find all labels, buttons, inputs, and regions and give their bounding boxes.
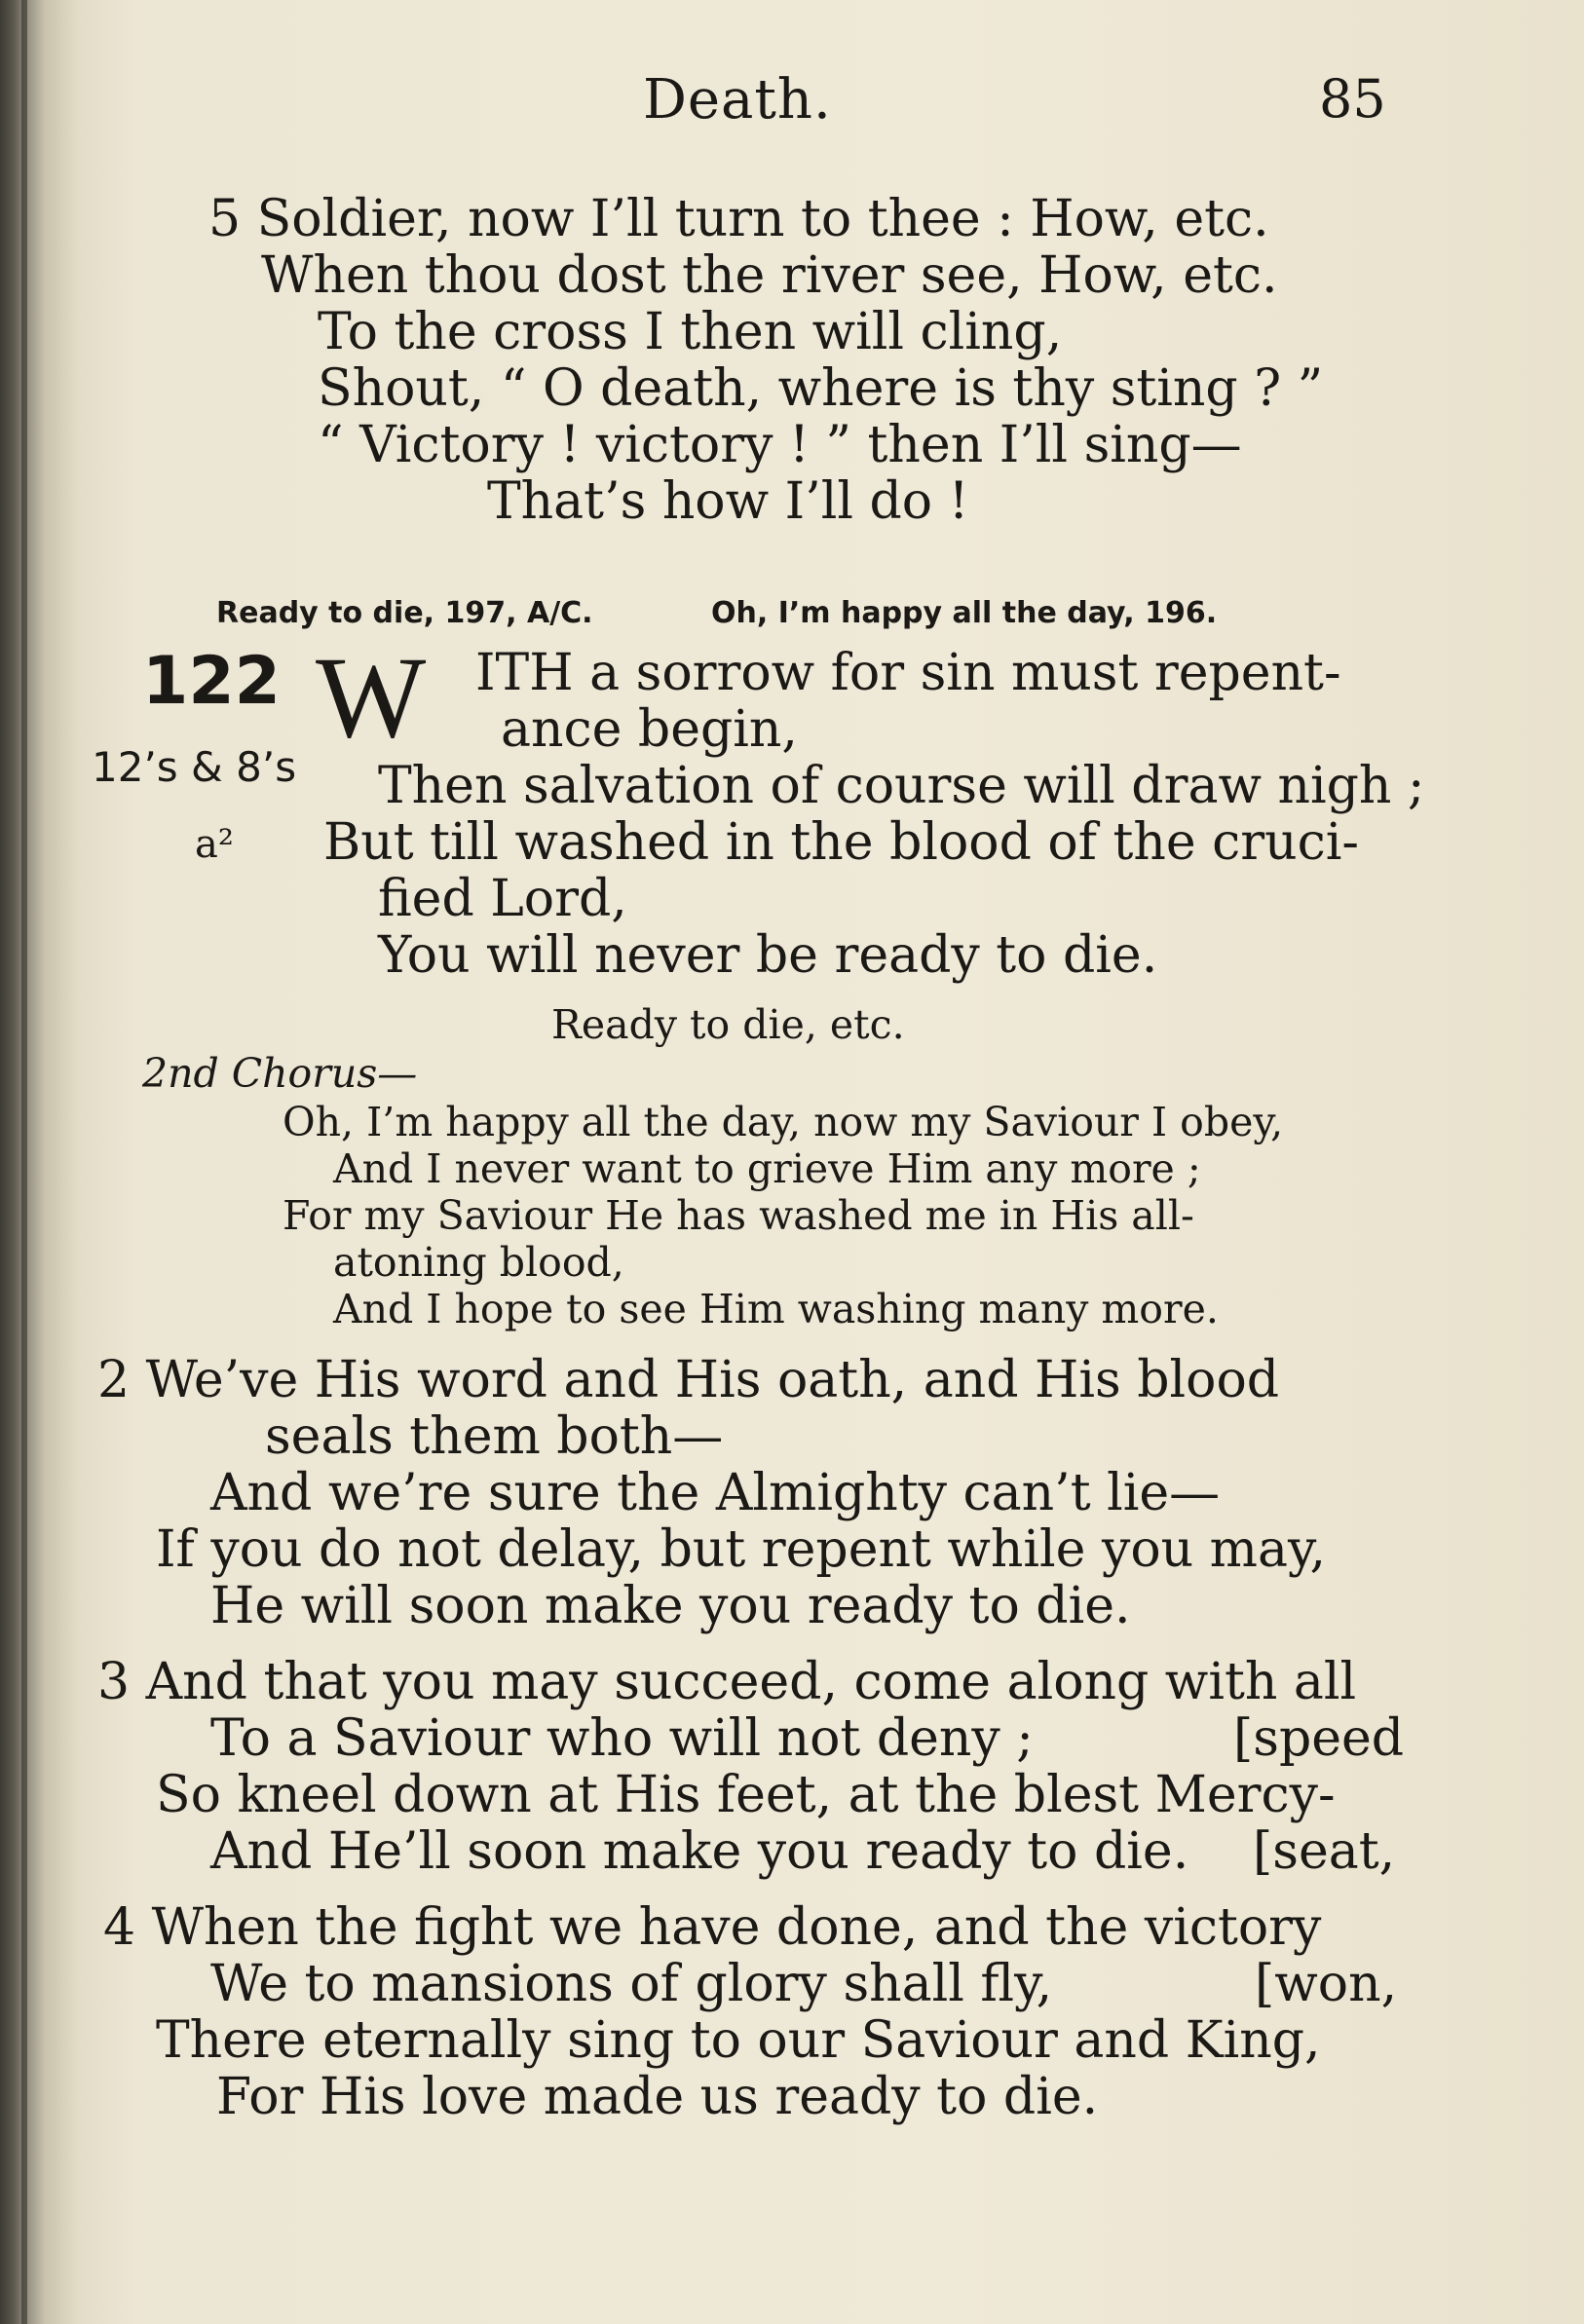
book-spine	[21, 0, 27, 2324]
hymn-meter: 12’s & 8’s	[92, 743, 297, 791]
second-chorus-label: 2nd Chorus—	[142, 1050, 418, 1097]
verse-line: fied Lord,	[378, 870, 627, 928]
verse-line: If you do not delay, but repent while you may,	[156, 1520, 1326, 1579]
verse-line: To the cross I then will cling,	[318, 303, 1063, 361]
chorus-reference: Ready to die, etc.	[551, 1001, 905, 1048]
section-title: Death.	[643, 68, 832, 131]
verse-line: You will never be ready to die.	[378, 926, 1158, 985]
chorus-line: atoning blood,	[333, 1239, 624, 1286]
hymn-key: a²	[195, 822, 234, 867]
verse-line: And He’ll soon make you ready to die.	[210, 1822, 1189, 1881]
verse-line: So kneel down at His feet, at the blest Mercy-	[156, 1766, 1336, 1824]
verse-line-overflow: [seat,	[1253, 1822, 1396, 1881]
verse-line: ITH a sorrow for sin must repent-	[475, 644, 1341, 702]
chorus-line: For my Saviour He has washed me in His all-	[283, 1192, 1194, 1239]
verse-line: We to mansions of glory shall fly,	[210, 1955, 1053, 2013]
chorus-line: And I hope to see Him washing many more.	[333, 1286, 1219, 1332]
tune-reference-right: Oh, I’m happy all the day, 196.	[711, 596, 1218, 630]
page-header	[0, 68, 1584, 136]
chorus-line: And I never want to grieve Him any more ;	[333, 1145, 1201, 1192]
verse-line: To a Saviour who will not deny ;	[210, 1709, 1034, 1768]
chorus-line: Oh, I’m happy all the day, now my Saviour I obey,	[283, 1099, 1284, 1145]
verse-line: 4 When the fight we have done, and the victory	[103, 1898, 1322, 1957]
verse-line: “ Victory ! victory ! ” then I’ll sing—	[318, 416, 1242, 474]
verse-line: 5 Soldier, now I’ll turn to thee : How, etc.	[208, 190, 1269, 248]
verse-line-overflow: [won,	[1255, 1955, 1398, 2013]
verse-line: But till washed in the blood of the cruci-	[323, 813, 1359, 872]
verse-line: 2 We’ve His word and His oath, and His blood	[97, 1351, 1280, 1409]
drop-cap: W	[316, 632, 427, 762]
verse-line: Shout, “ O death, where is thy sting ? ”	[318, 359, 1324, 418]
verse-line: 3 And that you may succeed, come along with all	[97, 1653, 1357, 1711]
verse-line: And we’re sure the Almighty can’t lie—	[210, 1464, 1221, 1522]
verse-line: ance begin,	[501, 700, 798, 759]
verse-line: For His love made us ready to die.	[216, 2068, 1099, 2126]
verse-line-overflow: [speed	[1233, 1709, 1405, 1768]
verse-line: He will soon make you ready to die.	[210, 1577, 1131, 1635]
verse-line: There eternally sing to our Saviour and King,	[156, 2011, 1321, 2070]
verse-line: That’s how I’ll do !	[487, 472, 969, 531]
verse-line: seals them both—	[265, 1407, 724, 1466]
verse-line: When thou dost the river see, How, etc.	[261, 246, 1278, 305]
verse-line: Then salvation of course will draw nigh ;	[378, 757, 1425, 815]
tune-reference-left: Ready to die, 197, A/C.	[216, 596, 593, 630]
hymn-number: 122	[142, 643, 281, 720]
page-number: 85	[1319, 68, 1386, 130]
